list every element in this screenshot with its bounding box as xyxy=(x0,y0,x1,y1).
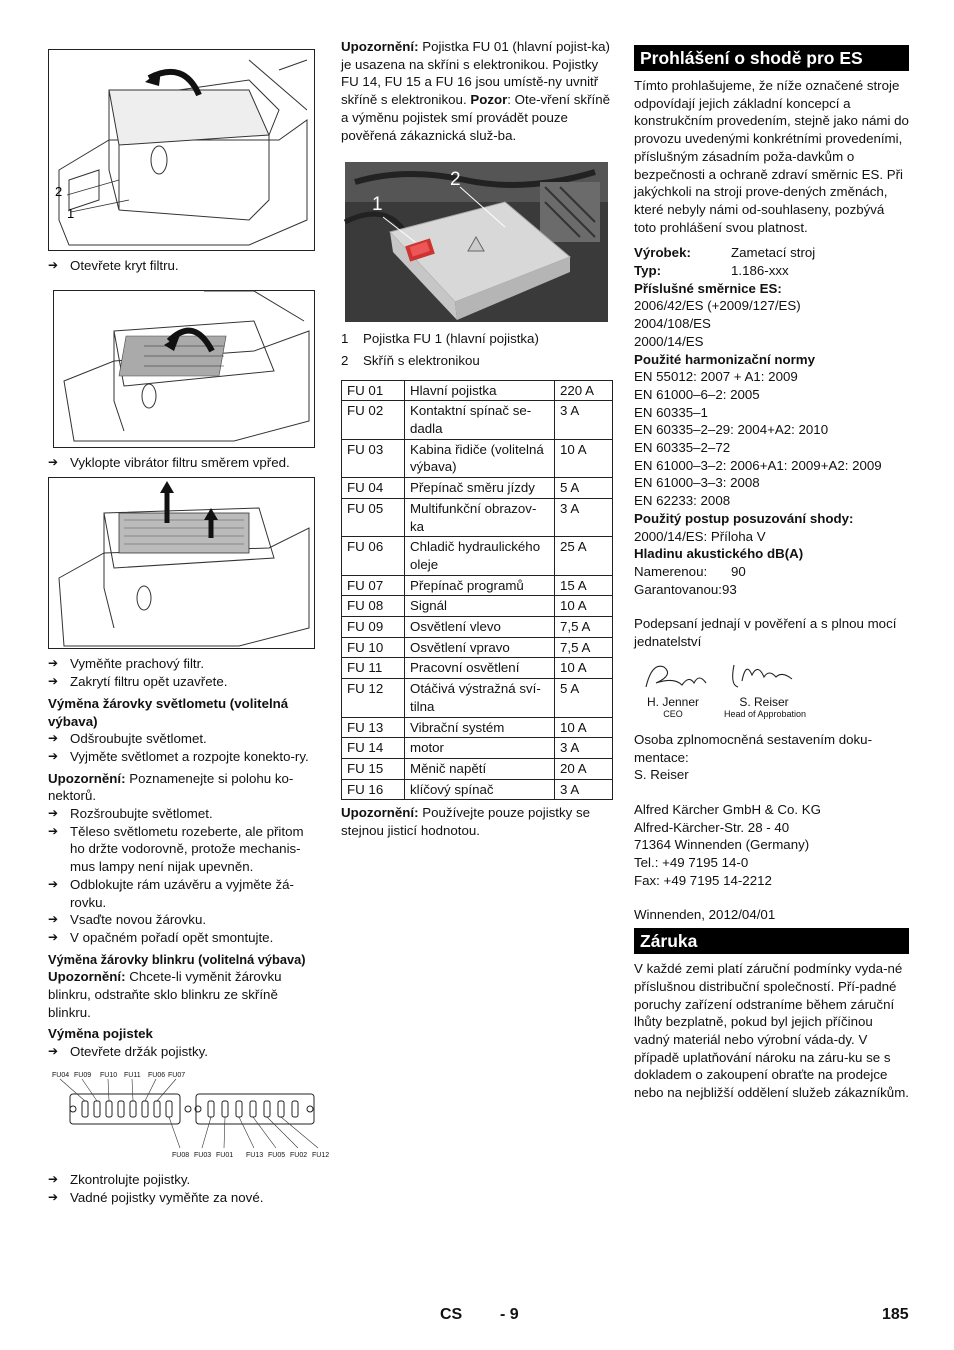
norm-item: EN 60335–1 xyxy=(634,404,708,420)
step-tilt-vibrator xyxy=(48,454,320,472)
fuse-id-cell: FU 06 xyxy=(342,537,405,575)
arrow-right-icon: ➔ xyxy=(48,258,59,272)
figure-dust-filter xyxy=(48,477,315,649)
step-lamp-body xyxy=(48,823,320,876)
arrow-right-icon: ➔ xyxy=(48,929,59,944)
directives-label: Příslušné směrnice ES: xyxy=(634,280,782,296)
declaration-text: Tímto prohlašujeme, že níže označené stroje odpovídají jejich základní koncepcí a konstrukčním provedením, stejně jako námi do provozu uvedenými konkrétními provedeními, příslušným zásadním poža-davkům o bezpečnosti a ochraně zdraví směrnic ES. Při jakýchkoli na stroji prove-dených změnách, které nebyly námi od-souhlaseny, pozbývá toto prohlášení svou platnost. xyxy=(634,78,909,235)
step-text: Rozšroubujte světlomet. xyxy=(70,806,213,822)
step-open-fuse-holder xyxy=(48,1043,320,1061)
fig-label-1: 1 xyxy=(67,206,75,221)
norm-item: EN 62233: 2008 xyxy=(634,493,731,509)
arrow-right-icon: ➔ xyxy=(48,731,59,746)
signatory-name: H. Jenner xyxy=(646,694,700,709)
table-row xyxy=(342,537,613,575)
arrow-right-icon: ➔ xyxy=(48,674,59,689)
blinker-note xyxy=(48,968,320,1021)
directive-item: 2000/14/ES xyxy=(634,333,704,349)
legend-text: Pojistka FU 1 (hlavní pojistka) xyxy=(363,331,539,347)
norm-item: EN 60335–2–72 xyxy=(634,440,731,456)
fuse-id-cell: FU 14 xyxy=(342,738,405,759)
heading-blinker-replacement: Výměna žárovky blinkru (volitelná výbava) xyxy=(48,951,306,967)
fuse-label-top: FU04 xyxy=(52,1071,70,1079)
filter-cover-illustration xyxy=(49,50,314,250)
table-row xyxy=(342,717,613,738)
note-text: Chcete-li vyměnit žárovku blinkru, odstraňte sklo blinkru ze skříně blinkru. xyxy=(48,969,282,1020)
fuse-label-top: FU10 xyxy=(100,1071,118,1079)
fuse-id-cell: FU 04 xyxy=(342,478,405,499)
authorized-text: Osoba zplnomocněná sestavením doku-mentace: xyxy=(634,731,872,765)
norm-item: EN 60335–2–29: 2004+A2: 2010 xyxy=(634,422,829,438)
footer-inner-page: - 9 xyxy=(500,1306,519,1323)
fuse-label-top: FU09 xyxy=(74,1071,92,1079)
fuse-function-cell: Hlavní pojistka xyxy=(405,380,555,401)
table-row xyxy=(342,679,613,717)
fuse-rating-cell: 25 A xyxy=(555,537,613,575)
arrow-right-icon: ➔ xyxy=(48,1044,59,1059)
fuse-table-body xyxy=(342,380,613,800)
table-row xyxy=(342,498,613,536)
warranty-text: V každé zemi platí záruční podmínky vyda-né příslušnou distribuční společností. Pří-padné poruchy zařízení odstraníme během záruční lhůty bezplatně, pokud byl jejich příčinou vadný materiál nebo výrobní váda-dy. V případě uplatňování nároku na záru-ku se s dokladem o zakoupení obraťte na prodejce nebo na nejbližší oddělení služeb zákazníkům. xyxy=(634,961,909,1101)
table-row xyxy=(342,478,613,499)
product-row xyxy=(634,244,909,262)
legend-item xyxy=(341,352,613,370)
fuse-id-cell: FU 10 xyxy=(342,637,405,658)
note-text: Poznamenejte si polohu ko-nektorů. xyxy=(48,770,294,804)
fuse-function-cell: Osvětlení vpravo xyxy=(405,637,555,658)
fuse-function-cell: Měnič napětí xyxy=(405,758,555,779)
fuse-location-note xyxy=(341,38,613,144)
fuse-rating-cell: 10 A xyxy=(555,439,613,477)
fuse-id-cell: FU 07 xyxy=(342,575,405,596)
legend-number: 2 xyxy=(341,352,349,368)
fuse-id-cell: FU 15 xyxy=(342,758,405,779)
photo-electronics-box xyxy=(345,162,608,322)
fuse-table xyxy=(341,380,613,801)
signatures xyxy=(634,657,909,719)
guaranteed-label: Garantovanou: xyxy=(634,581,722,597)
fuse-rating-cell: 7,5 A xyxy=(555,637,613,658)
address-line: Tel.: +49 7195 14-0 xyxy=(634,855,749,871)
fuse-rating-cell: 220 A xyxy=(555,380,613,401)
fuse-label-top: FU06 xyxy=(148,1071,166,1079)
fuse-function-cell: Pracovní osvětlení xyxy=(405,658,555,679)
authorized-name: S. Reiser xyxy=(634,767,689,783)
fuse-rating-cell: 3 A xyxy=(555,779,613,800)
step-text: Těleso světlometu rozeberte, ale přitom ho držte vodorovně, protože mechanis-mus lampy není nijak upevněn. xyxy=(70,823,304,875)
measured-row xyxy=(634,563,909,581)
signatory-role: Head of Approbation xyxy=(724,708,807,719)
figure-filter-cover xyxy=(48,49,315,251)
column-middle xyxy=(341,38,613,840)
photo-label-1: 1 xyxy=(372,194,383,216)
fuse-label-top: FU11 xyxy=(124,1071,141,1079)
fuse-id-cell: FU 05 xyxy=(342,498,405,536)
table-row xyxy=(342,439,613,477)
step-text: V opačném pořadí opět smontujte. xyxy=(70,929,274,945)
legend-text: Skříň s elektronikou xyxy=(363,352,480,368)
fuse-id-cell: FU 13 xyxy=(342,717,405,738)
fuse-function-cell: Přepínač směru jízdy xyxy=(405,478,555,499)
fuse-function-cell: Osvětlení vlevo xyxy=(405,617,555,638)
note-label: Upozornění: xyxy=(48,770,126,786)
heading-fuse-replacement: Výměna pojistek xyxy=(48,1026,153,1042)
table-row xyxy=(342,637,613,658)
fuse-function-cell: Kabina řidiče (volitelná výbava) xyxy=(405,439,555,477)
note-text: Používejte pouze pojistky se stejnou jisticí hodnotou. xyxy=(341,805,591,839)
arrow-right-icon: ➔ xyxy=(48,823,59,838)
norm-item: EN 61000–3–3: 2008 xyxy=(634,475,760,491)
fuse-rating-cell: 10 A xyxy=(555,596,613,617)
table-row xyxy=(342,575,613,596)
electronics-box-photo xyxy=(345,162,608,322)
measured-label: Namerenou: xyxy=(634,563,708,579)
fuse-rating-cell: 10 A xyxy=(555,658,613,679)
step-text: Zkontrolujte pojistky. xyxy=(70,1171,191,1187)
procedure-label: Použitý postup posuzování shody: xyxy=(634,510,854,526)
note-text: : Ote-vření skříně a výměnu pojistek smí provádět pouze pověřená zákaznická služ-ba. xyxy=(341,92,610,143)
fuse-id-cell: FU 11 xyxy=(342,658,405,679)
fuse-rating-cell: 7,5 A xyxy=(555,617,613,638)
fuse-function-cell: Vibrační systém xyxy=(405,717,555,738)
fuse-function-cell: Signál xyxy=(405,596,555,617)
fuse-id-cell: FU 02 xyxy=(342,401,405,439)
fuse-rating-cell: 3 A xyxy=(555,738,613,759)
fuse-function-cell: Kontaktní spínač se-dadla xyxy=(405,401,555,439)
date-line: Winnenden, 2012/04/01 xyxy=(634,907,776,923)
dust-filter-illustration xyxy=(49,478,314,648)
fuse-label-bottom: FU03 xyxy=(194,1151,212,1159)
fuse-rating-cell: 5 A xyxy=(555,478,613,499)
fuse-rating-cell: 5 A xyxy=(555,679,613,717)
arrow-right-icon: ➔ xyxy=(48,1171,59,1186)
table-row xyxy=(342,738,613,759)
signed-text: Podepsaní jednají v pověření a s plnou mocí jednatelství xyxy=(634,616,897,650)
fuse-id-cell: FU 16 xyxy=(342,779,405,800)
fuse-holder-illustration xyxy=(48,1068,330,1163)
fuse-function-cell: Přepínač programů xyxy=(405,575,555,596)
arrow-right-icon: ➔ xyxy=(48,748,59,763)
norm-item: EN 55012: 2007 + A1: 2009 xyxy=(634,369,798,385)
fuse-function-cell: klíčový spínač xyxy=(405,779,555,800)
figure-filter-vibrator xyxy=(53,290,315,448)
fuse-id-cell: FU 01 xyxy=(342,380,405,401)
type-row xyxy=(634,262,909,280)
signatory-role: CEO xyxy=(663,708,683,719)
step-text: Odšroubujte světlomet. xyxy=(70,731,207,747)
arrow-right-icon: ➔ xyxy=(48,454,59,469)
measured-value: 90 xyxy=(731,563,746,579)
signature-images xyxy=(634,657,834,697)
step-insert-bulb xyxy=(48,911,320,929)
fuse-rating-note xyxy=(341,804,613,839)
arrow-right-icon: ➔ xyxy=(48,1189,59,1204)
fuse-label-bottom: FU13 xyxy=(246,1151,264,1159)
address-line: Fax: +49 7195 14-2212 xyxy=(634,872,772,888)
table-row xyxy=(342,758,613,779)
guaranteed-row xyxy=(634,581,909,599)
heading-lamp-replacement: Výměna žárovky světlometu (volitelná výbava) xyxy=(48,695,289,729)
step-close-filter-cover xyxy=(48,673,320,691)
address-line: Alfred-Kärcher-Str. 28 - 40 xyxy=(634,819,790,835)
step-replace-dust-filter xyxy=(48,655,320,673)
step-check-fuses xyxy=(48,1171,320,1189)
procedure-value: 2000/14/ES: Příloha V xyxy=(634,528,766,544)
note-label: Upozornění: xyxy=(48,969,126,985)
step-open-filter-cover xyxy=(48,257,320,275)
fuse-label-bottom: FU08 xyxy=(172,1151,190,1159)
company-address xyxy=(634,801,909,890)
fuse-id-cell: FU 12 xyxy=(342,679,405,717)
table-row xyxy=(342,596,613,617)
fuse-label-bottom: FU01 xyxy=(216,1151,234,1159)
type-label: Typ: xyxy=(634,263,662,279)
fuse-label-top: FU07 xyxy=(168,1071,186,1079)
caution-label: Pozor xyxy=(470,92,508,108)
address-line: 71364 Winnenden (Germany) xyxy=(634,837,810,853)
signatory-1 xyxy=(643,696,703,720)
fuse-label-bottom: FU05 xyxy=(268,1151,286,1159)
step-text: Vyklopte vibrátor filtru směrem vpřed. xyxy=(70,454,290,470)
fuse-function-cell: motor xyxy=(405,738,555,759)
note-label: Upozornění: xyxy=(341,805,419,821)
product-label: Výrobek: xyxy=(634,245,691,261)
type-value: 1.186-xxx xyxy=(731,263,789,279)
column-left xyxy=(48,38,330,1206)
step-text: Otevřete kryt filtru. xyxy=(70,258,179,273)
heading-declaration: Prohlášení o shodě pro ES xyxy=(634,45,909,71)
table-row xyxy=(342,380,613,401)
photo-label-2: 2 xyxy=(450,169,461,191)
column-right xyxy=(634,38,909,1102)
step-replace-fuses xyxy=(48,1189,320,1207)
norms-label: Použité harmonizační normy xyxy=(634,351,816,367)
note-label: Upozornění: xyxy=(341,39,419,54)
step-text: Vadné pojistky vyměňte za nové. xyxy=(70,1189,264,1205)
arrow-right-icon: ➔ xyxy=(48,876,59,891)
fuse-rating-cell: 10 A xyxy=(555,717,613,738)
footer-page-number: 185 xyxy=(882,1306,909,1323)
legend-item xyxy=(341,330,613,348)
fuse-rating-cell: 20 A xyxy=(555,758,613,779)
directive-item: 2006/42/ES (+2009/127/ES) xyxy=(634,298,801,314)
filter-vibrator-illustration xyxy=(54,291,314,447)
step-disassemble-lamp xyxy=(48,805,320,823)
fig-label-2: 2 xyxy=(55,184,63,199)
step-text: Odblokujte rám uzávěru a vyjměte žá-rovku. xyxy=(70,876,294,910)
arrow-right-icon: ➔ xyxy=(48,656,59,671)
footer-language: CS xyxy=(440,1306,463,1323)
product-value: Zametací stroj xyxy=(731,245,816,261)
legend-number: 1 xyxy=(341,331,349,347)
norm-item: EN 61000–3–2: 2006+A1: 2009+A2: 2009 xyxy=(634,457,882,473)
fuse-id-cell: FU 09 xyxy=(342,617,405,638)
directive-item: 2004/108/ES xyxy=(634,316,711,332)
fuse-label-bottom: FU12 xyxy=(312,1151,330,1159)
fuse-function-cell: Chladič hydraulického oleje xyxy=(405,537,555,575)
note-text: Pojistka FU 01 (hlavní pojist-ka) je usazena na skříni s elektronikou. Pojistky FU 14, FU 15 a FU 16 jsou umístě-ny uvnitř skříně s elektronikou. xyxy=(341,39,610,108)
signatory-2 xyxy=(724,694,807,720)
step-text: Vyjměte světlomet a rozpojte konekto-ry. xyxy=(70,748,309,764)
heading-warranty: Záruka xyxy=(634,928,909,954)
fuse-rating-cell: 3 A xyxy=(555,498,613,536)
fuse-function-cell: Otáčivá výstražná sví-tilna xyxy=(405,679,555,717)
step-unscrew-lamp xyxy=(48,730,320,748)
noise-label: Hladinu akustického dB(A) xyxy=(634,546,804,562)
arrow-right-icon: ➔ xyxy=(48,912,59,927)
step-text: Zakrytí filtru opět uzavřete. xyxy=(70,674,228,690)
signatory-name: S. Reiser xyxy=(739,694,789,709)
step-text: Vsaďte novou žárovku. xyxy=(70,912,207,928)
fuse-rating-cell: 15 A xyxy=(555,575,613,596)
table-row xyxy=(342,658,613,679)
fuse-holder-diagram xyxy=(48,1068,330,1163)
step-remove-lamp xyxy=(48,748,320,766)
fuse-rating-cell: 3 A xyxy=(555,401,613,439)
fuse-id-cell: FU 03 xyxy=(342,439,405,477)
step-unlock-frame xyxy=(48,876,320,911)
norm-item: EN 61000–6–2: 2005 xyxy=(634,386,760,402)
fuse-id-cell: FU 08 xyxy=(342,596,405,617)
fuse-label-bottom: FU02 xyxy=(290,1151,308,1159)
table-row xyxy=(342,779,613,800)
address-line: Alfred Kärcher GmbH & Co. KG xyxy=(634,801,821,817)
step-reassemble xyxy=(48,929,320,947)
step-text: Vyměňte prachový filtr. xyxy=(70,656,205,672)
lamp-note xyxy=(48,770,320,805)
arrow-right-icon: ➔ xyxy=(48,806,59,821)
step-text: Otevřete držák pojistky. xyxy=(70,1044,208,1060)
fuse-function-cell: Multifunkční obrazov-ka xyxy=(405,498,555,536)
table-row xyxy=(342,401,613,439)
table-row xyxy=(342,617,613,638)
guaranteed-value: 93 xyxy=(721,581,737,597)
